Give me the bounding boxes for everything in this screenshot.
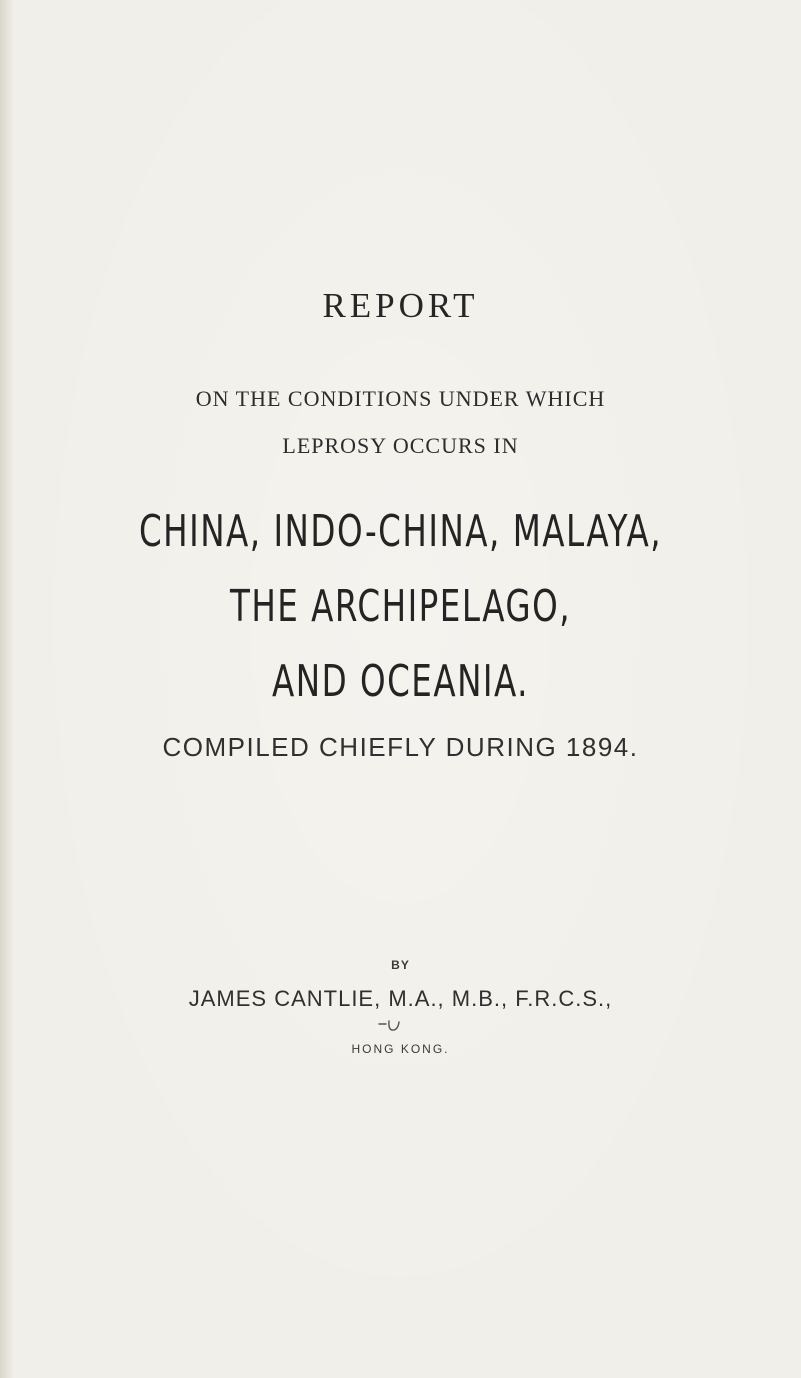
regions-line-2: THE ARCHIPELAGO, <box>229 581 572 632</box>
compiled-date: COMPILED CHIEFLY DURING 1894. <box>162 732 639 762</box>
by-label: BY <box>391 958 410 972</box>
author-name: JAMES CANTLIE, M.A., M.B., F.R.C.S., <box>188 986 613 1011</box>
regions-line-1: CHINA, INDO-CHINA, MALAYA, <box>138 506 663 557</box>
regions-line-3: AND OCEANIA. <box>271 656 530 707</box>
report-title: REPORT <box>322 286 479 325</box>
handwritten-mark-icon <box>378 1018 400 1034</box>
binding-shadow <box>0 0 14 1378</box>
subtitle-line-2: LEPROSY OCCURS IN <box>282 433 519 458</box>
subtitle-line-1: ON THE CONDITIONS UNDER WHICH <box>195 386 606 411</box>
place-of-publication: HONG KONG. <box>351 1042 450 1056</box>
